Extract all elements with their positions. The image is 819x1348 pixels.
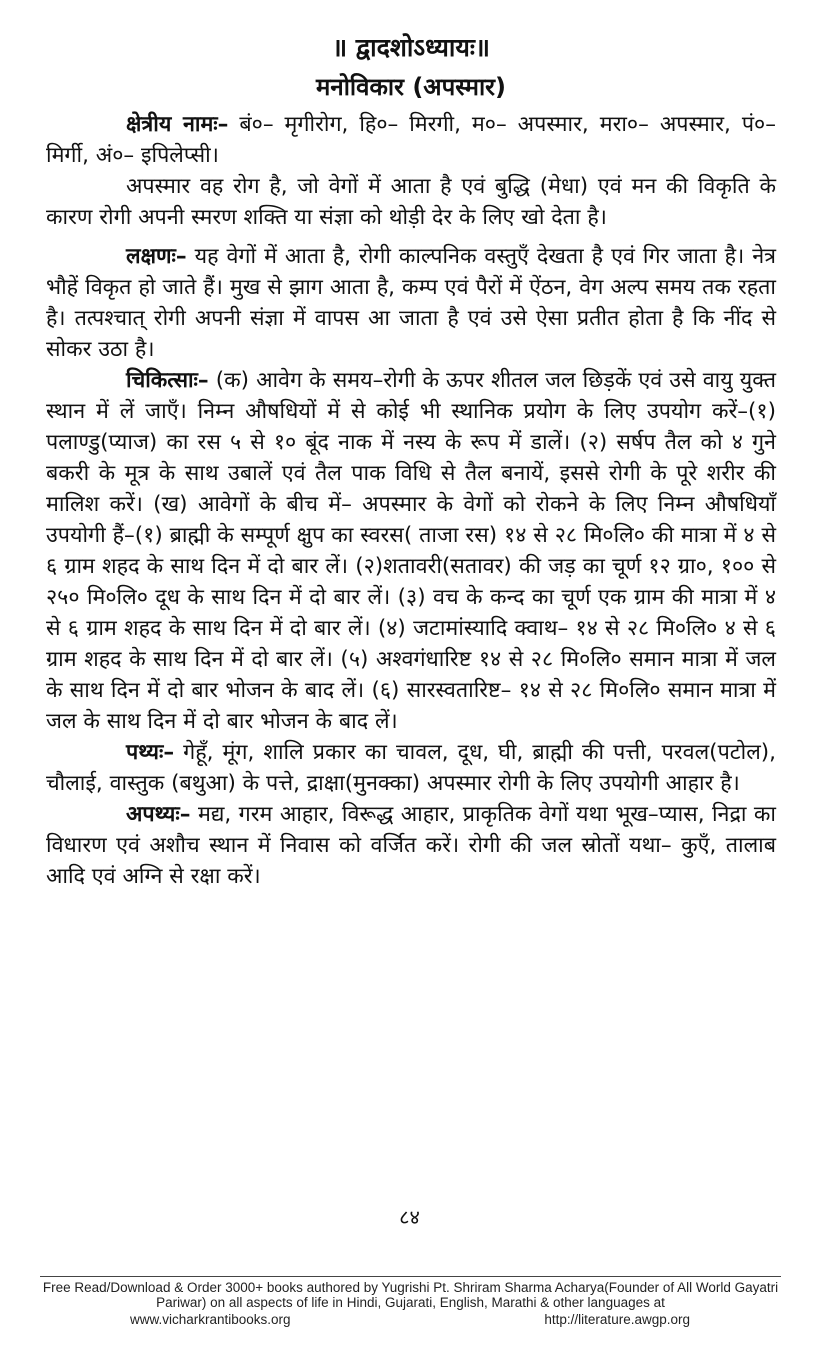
wholesome-label: पथ्यः– [126, 740, 175, 765]
unwholesome-text: मद्य, गरम आहार, विरूद्ध आहार, प्राकृतिक वेगों यथा भूख–प्यास, निद्रा का विधारण एवं अशौच स्थान में निवास को वर्जित करें। रोगी की जल स्रोतों यथा– कुएँ, तालाब आदि एवं अग्नि से रक्षा करें। [46, 802, 776, 889]
treatment-paragraph [46, 365, 776, 737]
symptoms-label: लक्षणः– [126, 244, 187, 269]
symptoms-paragraph [46, 241, 776, 365]
definition-paragraph [46, 171, 776, 233]
footer-note: Free Read/Download & Order 3000+ books authored by Yugrishi Pt. Shriram Sharma Acharya(Founder of All World Gayatri Pariwar) on all aspects of life in Hindi, Gujarati, English, Marathi & other languages at [42, 1280, 779, 1310]
symptoms-text: यह वेगों में आता है, रोगी काल्पनिक वस्तुएँ देखता है एवं गिर जाता है। नेत्र भौहें विकृत हो जाते हैं। मुख से झाग आता है, कम्प एवं पैरों में ऐंठन, वेग अल्प समय तक रहता है। तत्पश्चात् रोगी अपनी संज्ञा में वापस आ जाता है एवं उसे ऐसा प्रतीत होता है कि नींद से सोकर उठा है। [46, 244, 776, 362]
footer-link-awgp[interactable]: http://literature.awgp.org [544, 1312, 690, 1327]
page-number: ८४ [399, 1205, 420, 1229]
treatment-text: (क) आवेग के समय–रोगी के ऊपर शीतल जल छिड़कें एवं उसे वायु युक्त स्थान में लें जाएँ। निम्न औषधियों में से कोई भी स्थानिक प्रयोग के लिए उपयोग करें–(१) पलाण्डु(प्याज) का रस ५ से १० बूंद नाक में नस्य के रूप में डालें। (२) सर्षप तैल को ४ गुने बकरी के मूत्र के साथ उबालें एवं तैल पाक विधि से तैल बनायें, इससे रोगी के पूरे शरीर की मालिश करें। (ख) आवेगों के बीच में– अपस्मार के वेगों को रोकने के लिए निम्न औषधियाँ उपयोगी हैं–(१) ब्राह्मी के सम्पूर्ण क्षुप का स्वरस( ताजा रस) १४ से २८ मि०लि० की मात्रा में ४ से ६ ग्राम शहद के साथ दिन में दो बार लें। (२)शतावरी(सतावर) की जड़ का चूर्ण १२ ग्रा०, १०० से २५० मि०लि० दूध के साथ दिन में दो बार लें। (३) वच के कन्द का चूर्ण एक ग्राम की मात्रा में ४ से ६ ग्राम शहद के साथ दिन में दो बार लें। (४) जटामांस्यादि क्वाथ– १४ से २८ मि०लि० ४ से ६ ग्राम शहद के साथ दिन में दो बार लें। (५) अश्वगंधारिष्ट १४ से २८ मि०लि० समान मात्रा में जल के साथ दिन में दो बार भोजन के बाद लें। (६) सारस्वतारिष्ट– १४ से २८ मि०लि० समान मात्रा में जल के साथ दिन में दो बार भोजन के बाद लें। [46, 368, 776, 734]
treatment-label: चिकित्साः– [126, 368, 209, 393]
chapter-title: ॥ द्वादशोऽध्यायः॥ [332, 33, 490, 62]
unwholesome-label: अपथ्यः– [126, 802, 191, 827]
wholesome-text: गेहूँ, मूंग, शालि प्रकार का चावल, दूध, घी, ब्राह्मी की पत्ती, परवल(पटोल), चौलाई, वास्तुक (बथुआ) के पत्ते, द्राक्षा(मुनक्का) अपस्मार रोगी के लिए उपयोगी आहार है। [46, 740, 776, 796]
footer-link-vicharkranti[interactable]: www.vicharkrantibooks.org [130, 1312, 291, 1327]
regional-names-label: क्षेत्रीय नामः– [126, 112, 229, 137]
definition-text: अपस्मार वह रोग है, जो वेगों में आता है एवं बुद्धि (मेधा) एवं मन की विकृति के कारण रोगी अपनी स्मरण शक्ति या संज्ञा को थोड़ी देर के लिए खो देता है। [46, 174, 776, 230]
page-content [46, 30, 776, 892]
chapter-subtitle: मनोविकार (अपस्मार) [316, 73, 506, 101]
footer-links [130, 1312, 690, 1327]
regional-names-paragraph [46, 109, 776, 171]
unwholesome-paragraph [46, 799, 776, 892]
wholesome-paragraph [46, 737, 776, 799]
regional-names-text: बं०– मृगीरोग, हि०– मिरगी, म०– अपस्मार, मरा०– अपस्मार, पं०– मिर्गी, अं०– इपिलेप्सी। [46, 112, 776, 168]
footer-divider [40, 1276, 781, 1277]
